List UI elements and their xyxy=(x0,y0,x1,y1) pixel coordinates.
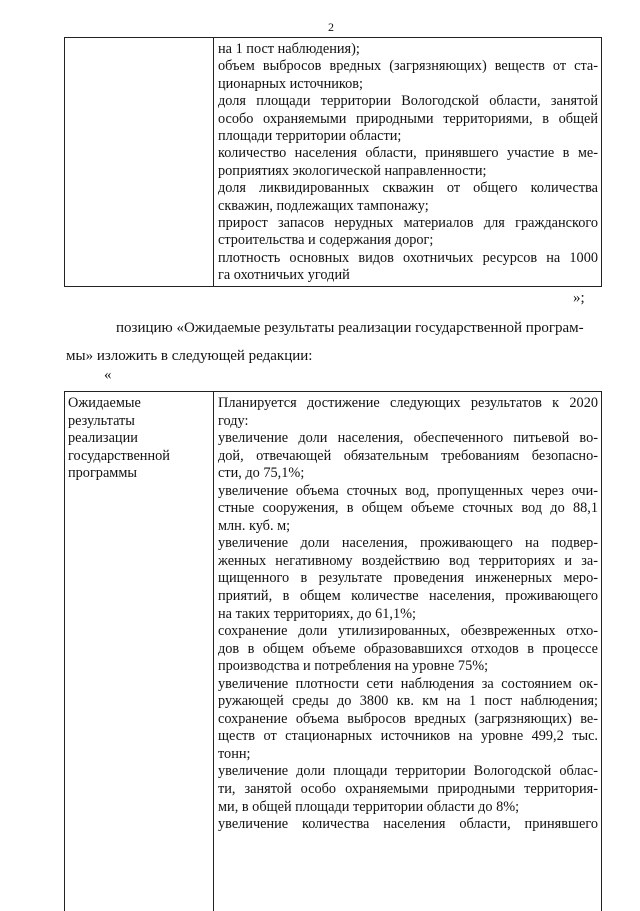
text-line: сохранение объема выбросов вредных (загрязняющих) ве- xyxy=(218,710,598,727)
text-line: ществ от стационарных источников на уровне 499,2 тыс. xyxy=(218,728,598,745)
text-line: Планируется достижение следующих результатов к 2020 xyxy=(218,395,598,411)
text-line: плотность основных видов охотничьих ресурсов на 1000 xyxy=(218,249,598,266)
text-line: приятий, в общем количестве населения, проживающего xyxy=(218,588,598,605)
text-line: роприятиях экологической направленности; xyxy=(218,162,487,179)
text-line: тонн; xyxy=(218,745,251,762)
table-cell-indicators xyxy=(218,41,598,285)
table-continuation xyxy=(64,37,602,287)
text-line: площади территории области; xyxy=(218,128,402,145)
page-number: 2 xyxy=(328,20,334,34)
text-line: га охотничьих угодий xyxy=(218,267,350,284)
paragraph-line: позицию «Ожидаемые результаты реализации государственной програм- xyxy=(116,320,584,336)
label-line: программы xyxy=(68,465,138,482)
table-expected-results xyxy=(64,391,602,911)
text-line: ми, в общей площади территории области до 8%; xyxy=(218,798,520,815)
text-line: количество населения области, принявшего участие в ме- xyxy=(218,145,598,162)
table-cell-results xyxy=(218,395,598,834)
text-line: особо охраняемыми природными территориями, в общей xyxy=(218,110,598,127)
text-line: году: xyxy=(218,412,249,429)
text-line: прирост запасов нерудных материалов для гражданского xyxy=(218,215,598,232)
table-cell-label xyxy=(68,395,208,483)
label-line: государственной xyxy=(68,447,170,464)
text-line: дой, отвечающей обязательным требованиям безопасно- xyxy=(218,447,598,464)
text-line: производства и потребления на уровне 75%; xyxy=(218,658,489,675)
text-line: щищенного в результате проведения инженерных меро- xyxy=(218,570,598,587)
closing-quote: »; xyxy=(573,290,585,306)
label-line: реализации xyxy=(68,430,138,447)
label-line: Ожидаемые xyxy=(68,395,141,411)
amendment-paragraph xyxy=(66,314,604,370)
column-divider xyxy=(213,392,214,911)
text-line: увеличение доли площади территории Вологодской облас- xyxy=(218,763,598,780)
text-line: сохранение доли утилизированных, обезвреженных отхо- xyxy=(218,623,598,640)
opening-quote: « xyxy=(104,367,112,383)
text-line: увеличение количества населения области, принявшего xyxy=(218,816,598,833)
text-line: увеличение плотности сети наблюдения за состоянием ок- xyxy=(218,675,598,692)
text-line: увеличение объема сточных вод, пропущенных через очи- xyxy=(218,482,598,499)
text-line: увеличение доли населения, проживающего на подвер- xyxy=(218,535,598,552)
text-line: на 1 пост наблюдения); xyxy=(218,41,360,57)
text-line: увеличение доли населения, обеспеченного питьевой во- xyxy=(218,430,598,447)
column-divider xyxy=(213,38,214,286)
text-line: доля площади территории Вологодской области, занятой xyxy=(218,93,598,110)
text-line: ти, занятой особо охраняемыми природными территория- xyxy=(218,781,598,798)
text-line: стные сооружения, в общем объеме сточных вод до 88,1 xyxy=(218,500,598,517)
paragraph-line: мы» изложить в следующей редакции: xyxy=(66,348,313,364)
text-line: строительства и содержания дорог; xyxy=(218,232,434,249)
text-line: на таких территориях, до 61,1%; xyxy=(218,605,416,622)
text-line: ционарных источников; xyxy=(218,75,363,92)
text-line: сти, до 75,1%; xyxy=(218,465,305,482)
text-line: млн. куб. м; xyxy=(218,517,291,534)
text-line: доля ликвидированных скважин от общего количества xyxy=(218,180,598,197)
text-line: женных негативному воздействию вод территориях и за- xyxy=(218,552,598,569)
label-line: результаты xyxy=(68,412,135,429)
text-line: дов в общем объеме образовавшихся отходов в процессе xyxy=(218,640,598,657)
text-line: ружающей среды до 3800 кв. км на 1 пост наблюдения; xyxy=(218,693,598,710)
text-line: скважин, подлежащих тампонажу; xyxy=(218,197,429,214)
text-line: объем выбросов вредных (загрязняющих) веществ от ста- xyxy=(218,58,598,75)
